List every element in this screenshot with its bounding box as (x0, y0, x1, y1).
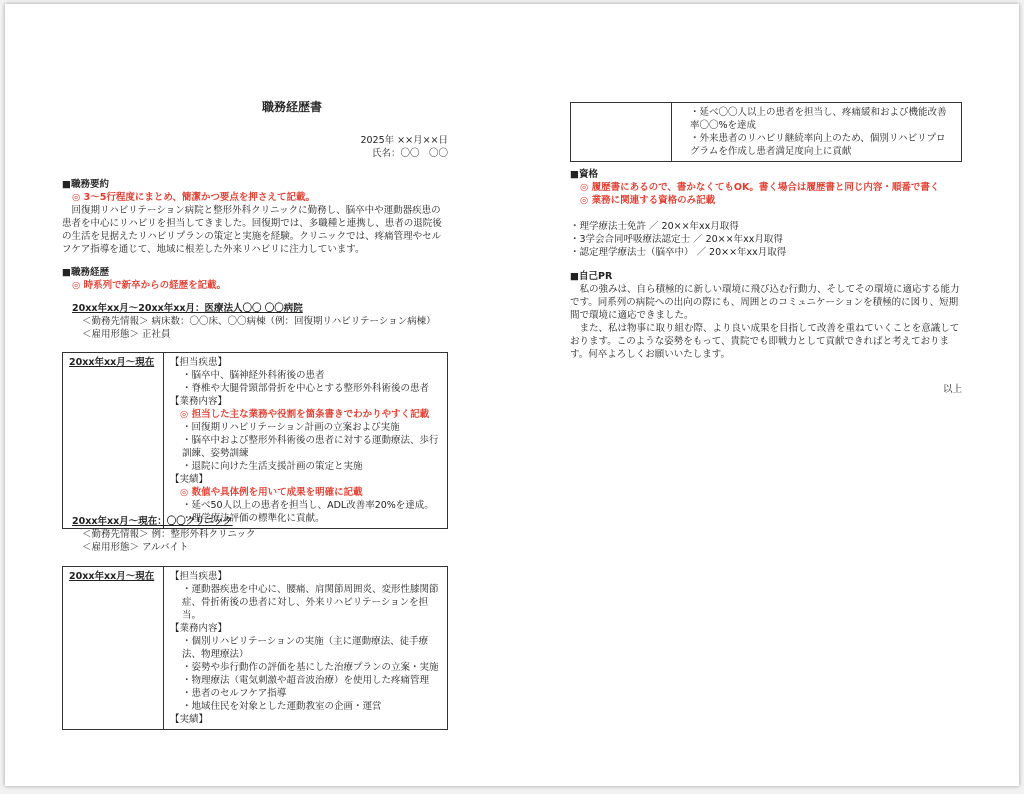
detail-line: 【業務内容】 (170, 396, 228, 407)
career-section (62, 266, 448, 292)
detail-line: ◎ 担当した主な業務や役割を箇条書きでわかりやすく記載 (180, 409, 430, 420)
detail-line: ・回復期リハビリテーション計画の立案および実施 (182, 422, 400, 433)
left-page (62, 4, 448, 786)
job2-employment: ＜雇用形態＞ アルバイト (82, 542, 189, 553)
name-line: 氏名：〇〇 〇〇 (371, 148, 448, 159)
detail-line: ・延べ〇〇人以上の患者を担当し、疼痛緩和および機能改善率〇〇%を達成 (690, 107, 947, 131)
detail-line: 【実績】 (170, 474, 209, 485)
detail-line: ・脊椎や大腿骨頸部骨折を中心とする整形外科術後の患者 (182, 383, 430, 394)
job2-table-continued (570, 102, 962, 162)
pr-section (570, 270, 962, 361)
summary-note: ◎ 3〜5行程度にまとめ、簡潔かつ要点を押さえて記載。 (72, 192, 315, 203)
job2-title: 20xx年xx月〜現在：〇〇クリニック (72, 516, 233, 527)
job1-header (62, 302, 448, 341)
qualifications-note-1: ◎ 履歴書にあるので、書かなくてもOK。書く場合は履歴書と同じ内容・順番で書く (580, 182, 940, 193)
right-page (570, 4, 962, 786)
detail-line: ◎ 数値や具体例を用いて成果を明確に記載 (180, 487, 363, 498)
qualifications-section (570, 168, 962, 259)
job2-table (62, 566, 448, 730)
detail-line: 【実績】 (170, 714, 209, 725)
pr-heading: ■自己PR (570, 271, 613, 282)
summary-section (62, 178, 448, 256)
detail-line: ・物理療法（電気刺激や超音波治療）を使用した疼痛管理 (182, 675, 430, 686)
career-note: ◎ 時系列で新卒からの経歴を記載。 (72, 280, 227, 291)
detail-line: ・理学療法評価の標準化に貢献。 (182, 513, 325, 524)
detail-line: ・個別リハビリテーションの実施（主に運動療法、徒手療法、物理療法） (182, 636, 429, 660)
detail-line: ・地域住民を対象とした運動教室の企画・運営 (182, 701, 382, 712)
detail-line: ・退院に向けた生活支援計画の策定と実施 (182, 461, 363, 472)
detail-line: ・患者のセルフケア指導 (182, 688, 287, 699)
document-spread (5, 4, 1019, 786)
job2-period: 20xx年xx月〜現在 (63, 567, 164, 730)
job1-info: ＜勤務先情報＞ 病床数：〇〇床、〇〇病棟（例：回復期リハビリテーション病棟） (82, 316, 436, 327)
job2-header (62, 515, 448, 554)
job2-details (164, 567, 448, 730)
qualification-item: ・認定理学療法士（脳卒中） ／ 20××年xx月取得 (570, 247, 787, 258)
document-title: 職務経歴書 (261, 100, 322, 114)
pr-paragraph-2: また、私は物事に取り組む際、より良い成果を目指して改善を重ねていくことを意識しております。このような姿勢をもって、貴院でも即戦力として貢献できればと考えております。何卒よろしくお願いいたします。 (570, 323, 960, 360)
detail-line: 【業務内容】 (170, 623, 228, 634)
qualification-item: ・理学療法士免許 ／ 20××年xx月取得 (570, 221, 739, 232)
closing: 以上 (942, 384, 962, 395)
qualifications-note-2: ◎ 業務に関連する資格のみ記載 (580, 195, 716, 206)
job1-table (62, 352, 448, 529)
job1-details (164, 353, 448, 529)
detail-line: 【担当疾患】 (170, 571, 228, 582)
job2-details-continued (672, 103, 962, 162)
detail-line: ・運動器疾患を中心に、腰痛、肩関節周囲炎、変形性膝関節症、骨折術後の患者に対し、外来リハビリテーションを担当。 (182, 584, 439, 621)
job2-period-continued (571, 103, 672, 162)
date-line: 2025年 ××月××日 (360, 135, 448, 146)
detail-line: 【担当疾患】 (170, 357, 228, 368)
qualification-item: ・3学会合同呼吸療法認定士 ／ 20××年xx月取得 (570, 234, 783, 245)
job1-employment: ＜雇用形態＞ 正社員 (82, 329, 171, 340)
summary-heading: ■職務要約 (62, 179, 109, 190)
detail-line: ・延べ50人以上の患者を担当し、ADL改善率20%を達成。 (182, 500, 434, 511)
job1-period: 20xx年xx月〜現在 (63, 353, 164, 529)
career-heading: ■職務経歴 (62, 267, 109, 278)
detail-line: ・外来患者のリハビリ継続率向上のため、個別リハビリプログラムを作成し患者満足度向上に貢献 (690, 133, 946, 157)
qualifications-heading: ■資格 (570, 169, 598, 180)
detail-line: ・脳卒中および整形外科術後の患者に対する運動療法、歩行訓練、姿勢訓練 (182, 435, 439, 459)
summary-text: 回復期リハビリテーション病院と整形外科クリニックに勤務し、脳卒中や運動器疾患の患者を中心にリハビリを担当してきました。回復期では、多職種と連携し、患者の退院後の生活を見据えたリハビリプランの策定と実施を経験。クリニックでは、疼痛管理やセルフケア指導を通じて、地域に根差した外来リハビリに注力しています。 (62, 205, 442, 255)
detail-line: ・脳卒中、脳神経外科術後の患者 (182, 370, 325, 381)
detail-line: ・姿勢や歩行動作の評価を基にした治療プランの立案・実施 (182, 662, 439, 673)
job2-info: ＜勤務先情報＞ 例：整形外科クリニック (82, 529, 256, 540)
job1-title: 20xx年xx月〜20xx年xx月：医療法人〇〇 〇〇病院 (72, 303, 303, 314)
pr-paragraph-1: 私の強みは、自ら積極的に新しい環境に飛び込む行動力、そしてその環境に適応する能力です。同系列の病院への出向の際にも、周囲とのコミュニケーションを積極的に図り、短期間で環境に適応できました。 (570, 284, 960, 321)
